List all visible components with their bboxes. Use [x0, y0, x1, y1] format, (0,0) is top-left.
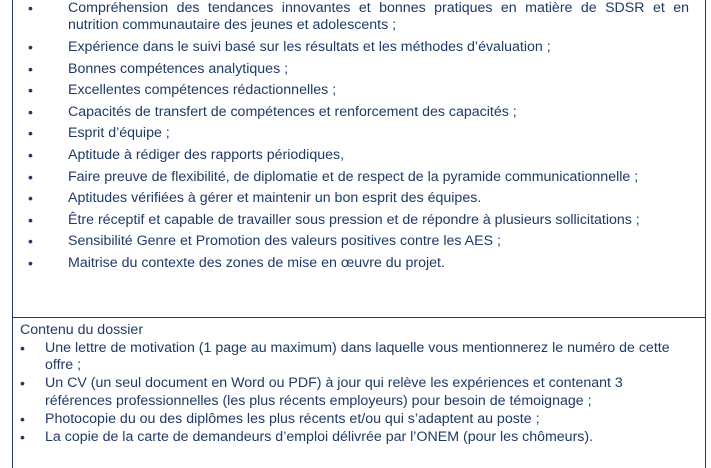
bullet-icon: •: [20, 410, 25, 427]
list-item: [28, 0, 689, 35]
list-item: [28, 212, 689, 229]
list-item-text: Compréhension des tendances innovantes et bonnes pratiques en matière de SDSR et en nutrition communautaire des jeunes et adolescents ;: [68, 0, 689, 34]
bullet-icon: •: [20, 428, 25, 445]
list-item-text: Expérience dans le suivi basé sur les résultats et les méthodes d’évaluation ;: [68, 39, 551, 55]
list-item: [20, 375, 692, 410]
list-item-text: Bonnes compétences analytiques ;: [68, 60, 289, 77]
list-item: [28, 61, 689, 78]
list-item-text: Maitrise du contexte des zones de mise en œuvre du projet.: [68, 254, 445, 271]
list-item-text: Capacités de transfert de compétences et renforcement des capacités ;: [68, 103, 517, 120]
list-item: [28, 82, 689, 99]
list-item-text: Sensibilité Genre et Promotion des valeurs positives contre les AES ;: [68, 233, 501, 250]
dossier-section: [20, 322, 692, 447]
section-divider: [12, 317, 706, 318]
list-item: [28, 233, 689, 250]
bullet-icon: •: [28, 254, 33, 271]
list-item-text: Esprit d’équipe ;: [68, 125, 170, 142]
bullet-icon: •: [20, 340, 25, 356]
list-item: [20, 340, 692, 375]
list-item: [28, 255, 689, 272]
list-item-text: Excellentes compétences rédactionnelles ;: [68, 82, 337, 99]
list-item-text: Photocopie du ou des diplômes les plus récents et/ou qui s’adaptent au poste ;: [45, 410, 540, 427]
list-item-text: Une lettre de motivation (1 page au maximum) dans laquelle vous mentionnerez le numéro de cette offre ;: [45, 340, 670, 374]
bullet-icon: •: [28, 125, 33, 142]
section-title: Contenu du dossier: [20, 322, 144, 338]
list-item: [28, 104, 689, 121]
bullet-icon: •: [28, 82, 33, 99]
bullet-icon: •: [28, 0, 33, 16]
bullet-icon: •: [28, 60, 33, 77]
list-item: [28, 169, 689, 186]
list-item-text: Être réceptif et capable de travailler sous pression et de répondre à plusieurs sollicitations ;: [68, 211, 640, 228]
bullet-icon: •: [28, 233, 33, 250]
bullet-icon: •: [28, 190, 33, 207]
bullet-icon: •: [28, 211, 33, 228]
bullet-icon: •: [20, 375, 25, 392]
bullet-icon: •: [28, 168, 33, 185]
list-item: [28, 39, 689, 56]
list-item: [28, 190, 689, 207]
list-item: [20, 429, 692, 446]
list-item-text: Un CV (un seul document en Word ou PDF) à jour qui relève les expériences et contenant 3 références professionnelles (les plus récents employeurs) pour besoin de témoignage ;: [45, 375, 623, 409]
list-item-text: Faire preuve de flexibilité, de diplomatie et de respect de la pyramide communicationnelle ;: [68, 168, 639, 185]
list-item: [28, 147, 689, 164]
list-item-text: Aptitude à rédiger des rapports périodiques,: [68, 146, 345, 163]
competences-list: [28, 0, 689, 272]
list-item: [20, 411, 692, 428]
list-item-text: Aptitudes vérifiées à gérer et maintenir un bon esprit des équipes.: [68, 190, 482, 207]
competences-section: [28, 0, 689, 277]
dossier-list: [20, 340, 692, 446]
list-item: [28, 125, 689, 142]
list-item-text: La copie de la carte de demandeurs d’emploi délivrée par l’ONEM (pour les chômeurs).: [45, 428, 594, 445]
bullet-icon: •: [28, 39, 33, 55]
bullet-icon: •: [28, 103, 33, 120]
bullet-icon: •: [28, 146, 33, 163]
